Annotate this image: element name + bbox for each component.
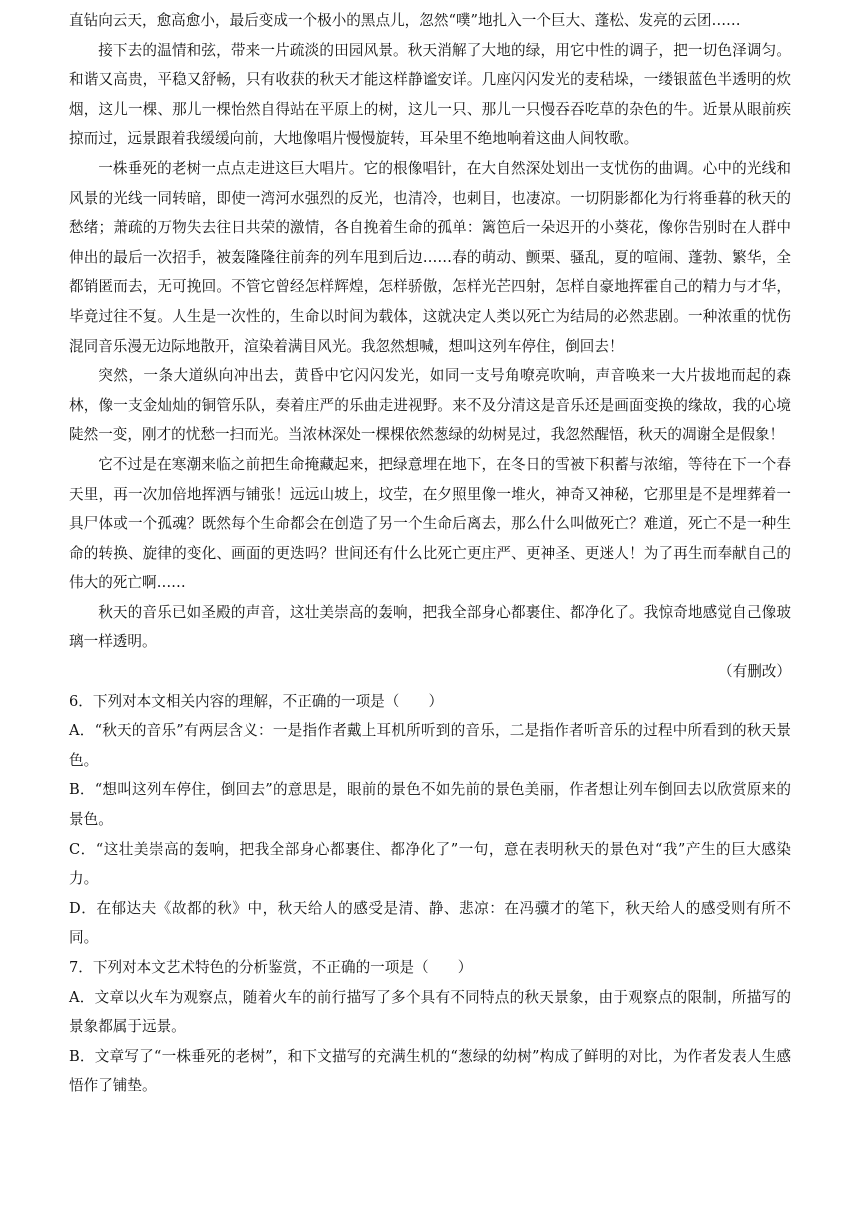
question-6-option-d: D．在郁达夫《故都的秋》中，秋天给人的感受是清、静、悲凉：在冯骥才的笔下，秋天给人的感受则有所不同。 — [69, 899, 791, 947]
passage-paragraph-5: 它不过是在寒潮来临之前把生命掩藏起来，把绿意埋在地下，在冬日的雪被下积蓄与浓缩，等待在下一个春天里，再一次加倍地挥洒与铺张！远远山坡上，坟茔，在夕照里像一堆火，神奇又神秘，它那里是不是埋葬着一具尸体或一个孤魂？既然每个生命都会在创造了另一个生命后离去，那么什么叫做死亡？难道，死亡不是一种生命的转换、旋律的变化、画面的更迭吗？世间还有什么比死亡更庄严、更神圣、更迷人！为了再生而奉献自己的伟大的死亡啊…… — [69, 455, 791, 592]
question-6 — [69, 687, 791, 953]
question-7-option-b: B．文章写了“一株垂死的老树”，和下文描写的充满生机的“葱绿的幼树”构成了鲜明的对比，为作者发表人生感悟作了铺垫。 — [69, 1047, 791, 1095]
passage-paragraph-4: 突然，一条大道纵向冲出去，黄昏中它闪闪发光，如同一支号角嘹亮吹响，声音唤来一大片拔地而起的森林，像一支金灿灿的铜管乐队，奏着庄严的乐曲走进视野。来不及分清这是音乐还是画面变换的缘故，我的心境陡然一变，刚才的忧愁一扫而光。当浓林深处一棵棵依然葱绿的幼树晃过，我忽然醒悟，秋天的凋谢全是假象！ — [69, 367, 791, 444]
source-note: （有删改） — [718, 663, 791, 681]
question-6-stem: 6．下列对本文相关内容的理解，不正确的一项是（ ） — [69, 692, 444, 710]
question-6-option-c: C．“这壮美崇高的轰响，把我全部身心都裹住、都净化了”一句，意在表明秋天的景色对“我”产生的巨大感染力。 — [69, 840, 791, 888]
question-7-stem: 7．下列对本文艺术特色的分析鉴赏，不正确的一项是（ ） — [69, 959, 473, 976]
question-6-option-b: B．“想叫这列车停住，倒回去”的意思是，眼前的景色不如先前的景色美丽，作者想让列车倒回去以欣赏原来的景色。 — [69, 781, 791, 829]
passage — [69, 6, 791, 1101]
question-7-option-a: A．文章以火车为观察点，随着火车的前行描写了多个具有不同特点的秋天景象，由于观察点的限制，所描写的景象都属于远景。 — [69, 988, 791, 1036]
passage-paragraph-6: 秋天的音乐已如圣殿的声音，这壮美崇高的轰响，把我全部身心都裹住、都净化了。我惊奇地感觉自己像玻璃一样透明。 — [69, 603, 791, 651]
passage-paragraph-1: 直钻向云天，愈高愈小，最后变成一个极小的黑点儿，忽然“噗”地扎入一个巨大、蓬松、发亮的云团…… — [69, 12, 741, 29]
question-6-option-a: A．“秋天的音乐”有两层含义：一是指作者戴上耳机所听到的音乐，二是指作者听音乐的过程中所看到的秋天景色。 — [69, 722, 791, 769]
passage-paragraph-2: 接下去的温情和弦，带来一片疏淡的田园风景。秋天消解了大地的绿，用它中性的调子，把一切色泽调匀。和谐又高贵，平稳又舒畅，只有收获的秋天才能这样静谧安详。几座闪闪发光的麦秸垛，一缕银蓝色半透明的炊烟，这儿一棵、那儿一棵怡然自得站在平原上的树，这儿一只、那儿一只慢吞吞吃草的杂色的牛。近景从眼前疾掠而过，远景跟着我缓缓向前，大地像唱片慢慢旋转，耳朵里不绝地响着这曲人间牧歌。 — [69, 41, 791, 148]
passage-paragraph-3: 一株垂死的老树一点点走进这巨大唱片。它的根像唱针，在大自然深处划出一支忧伤的曲调。心中的光线和风景的光线一同转暗，即使一湾河水强烈的反光，也清冷，也刺目，也凄凉。一切阴影都化为行将垂暮的秋天的愁绪；萧疏的万物失去往日共荣的激情，各自挽着生命的孤单：篱笆后一朵迟开的小葵花，像你告别时在人群中伸出的最后一次招手，被轰隆隆往前奔的列车甩到后边……春的萌动、颤栗、骚乱，夏的喧闹、蓬勃、繁华，全都销匿而去，无可挽回。不管它曾经怎样辉煌，怎样骄傲，怎样光芒四射，怎样自豪地挥霍自己的精力与才华，毕竟过往不复。人生是一次性的，生命以时间为载体，这就决定人类以死亡为结局的必然悲剧。一种浓重的忧伤混同音乐漫无边际地散开，渲染着满目风光。我忽然想喊，想叫这列车停住，倒回去！ — [69, 159, 791, 355]
question-7 — [69, 953, 791, 1101]
